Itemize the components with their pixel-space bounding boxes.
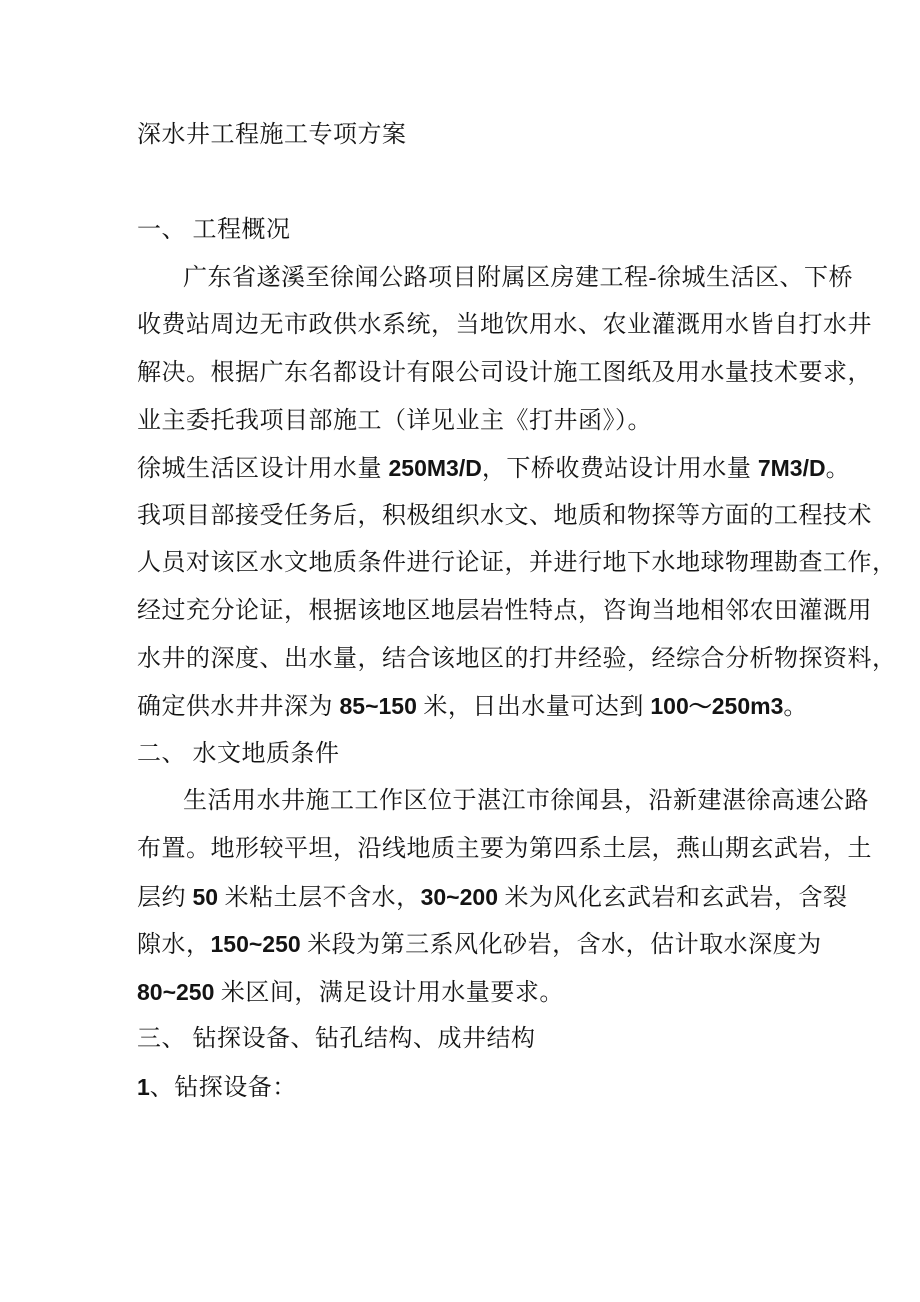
text-segment: 经过充分论证，根据该地区地层岩性特点，咨询当地相邻农田灌溉用 (137, 597, 872, 624)
text-segment: 。 (783, 694, 808, 721)
text-segment: 布置。地形较平坦，沿线地质主要为第四系土层，燕山期玄武岩，土 (137, 835, 872, 862)
paragraph-line (137, 1064, 792, 1112)
text-segment: 解决。根据广东名都设计有限公司设计施工图纸及用水量技术要求， (137, 359, 872, 386)
text-segment: 米，日出水量可达到 (416, 694, 651, 721)
numeric-value: 250M3/D (388, 455, 482, 482)
paragraph-line (137, 826, 872, 874)
paragraph-line (137, 445, 851, 493)
text-segment: 一、 工程概况 (137, 217, 291, 244)
section-heading (137, 207, 792, 255)
paragraph-line (137, 540, 897, 588)
text-segment: 广东省遂溪至徐闻公路项目附属区房建工程-徐城生活区、下桥 (183, 264, 853, 291)
paragraph-line (137, 874, 848, 922)
text-segment: 徐城生活区设计用水量 (137, 456, 389, 483)
paragraph-line (137, 493, 872, 541)
text-segment: 米粘土层不含水， (218, 884, 421, 911)
text-segment: 三、 钻探设备、钻孔结构、成井结构 (137, 1026, 536, 1053)
text-segment: 隙水， (137, 932, 211, 959)
paragraph-line (137, 398, 792, 446)
numeric-value: 50 (192, 883, 219, 910)
doc-title (137, 112, 792, 160)
text-segment: 深水井工程施工专项方案 (137, 122, 407, 148)
numeric-value: 100～250m3 (650, 693, 784, 720)
text-segment: ，下桥收费站设计用水量 (481, 456, 758, 483)
paragraph-line (137, 302, 872, 350)
text-segment: 二、 水文地质条件 (137, 740, 340, 767)
paragraph-line (137, 636, 897, 684)
numeric-value: 1 (137, 1073, 150, 1100)
text-segment: 。 (825, 456, 851, 483)
text-segment: 米段为第三系风化砂岩，含水，估计取水深度为 (300, 932, 822, 959)
paragraph-line (137, 683, 808, 731)
blank-line (137, 160, 792, 208)
numeric-value: 30~200 (420, 883, 498, 910)
text-segment: 人员对该区水文地质条件进行论证，并进行地下水地球物理勘查工作， (137, 550, 897, 577)
text-segment: 我项目部接受任务后，积极组织水文、地质和物探等方面的工程技术 (137, 502, 872, 529)
text-segment: 层约 (137, 884, 193, 911)
paragraph-line (137, 969, 792, 1017)
section-heading (137, 731, 792, 779)
text-segment: 生活用水井施工工作区位于湛江市徐闻县，沿新建湛徐高速公路 (183, 788, 869, 815)
document-body (137, 112, 897, 1111)
text-segment: 收费站周边无市政供水系统，当地饮用水、农业灌溉用水皆自打水井 (137, 312, 872, 339)
paragraph-line (137, 921, 822, 969)
text-segment: 业主委托我项目部施工（详见业主《打井函》）。 (137, 407, 652, 434)
paragraph-line (137, 255, 853, 303)
text-segment: 米区间，满足设计用水量要求。 (214, 979, 564, 1006)
numeric-value: 80~250 (137, 978, 215, 1005)
paragraph-line (137, 778, 869, 826)
paragraph-line (137, 588, 872, 636)
text-segment: 水井的深度、出水量，结合该地区的打井经验，经综合分析物探资料， (137, 645, 897, 672)
paragraph-line (137, 350, 872, 398)
section-heading (137, 1016, 792, 1064)
numeric-value: 150~250 (210, 931, 301, 958)
numeric-value: 7M3/D (757, 455, 826, 482)
text-segment: 米为风化玄武岩和玄武岩，含裂 (497, 884, 848, 911)
text-segment: 、钻探设备： (149, 1074, 297, 1101)
numeric-value: 85~150 (339, 693, 417, 720)
text-segment: 确定供水井井深为 (137, 694, 340, 721)
